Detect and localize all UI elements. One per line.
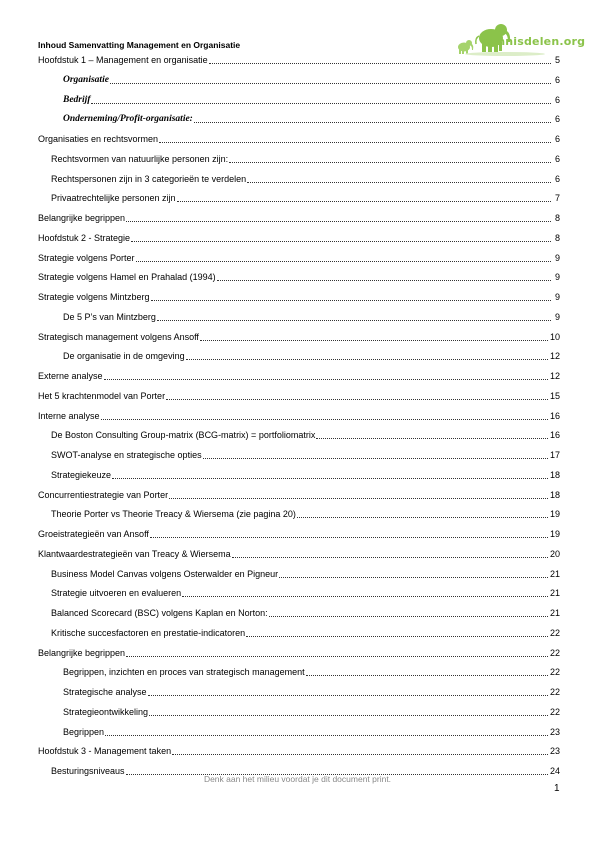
toc-entry-title: Hoofdstuk 2 - Strategie <box>38 232 131 243</box>
toc-entry-page: 19 <box>549 529 560 539</box>
toc-entry-page: 6 <box>554 153 560 164</box>
toc-entry-title: De organisatie in de omgeving <box>63 351 185 362</box>
toc-leader-dots <box>177 200 551 202</box>
toc-entry-page: 22 <box>549 667 560 678</box>
toc-entry-title: Strategisch management volgens Ansoff <box>38 331 199 342</box>
toc-entry-page: 22 <box>549 627 560 638</box>
toc-entry-title: Onderneming/Profit-organisatie: <box>63 114 193 125</box>
toc-entry[interactable] <box>38 487 560 501</box>
toc-entry-page: 22 <box>549 647 560 658</box>
toc-entry-page: 20 <box>549 548 560 559</box>
toc-entry-page: 9 <box>554 252 560 263</box>
toc-entry-title: Begrippen, inzichten en proces van strategisch management <box>63 667 305 678</box>
toc-entry-title: Organisaties en rechtsvormen <box>38 134 159 144</box>
toc-leader-dots <box>148 694 548 696</box>
toc-entry-title: Rechtsvormen van natuurlijke personen zijn: <box>51 153 229 164</box>
toc-leader-dots <box>246 635 548 637</box>
logo-text: Kennisdelen.org <box>481 35 586 48</box>
toc-entry-title: Strategie uitvoeren en evalueren <box>51 588 182 599</box>
toc-leader-dots <box>110 82 551 84</box>
toc-entry-title: Het 5 krachtenmodel van Porter <box>38 390 166 401</box>
toc-entry-title: Strategieontwikkeling <box>63 706 149 717</box>
toc-entry[interactable] <box>38 408 560 422</box>
toc-leader-dots <box>203 457 548 459</box>
toc-entry-page: 5 <box>554 55 560 65</box>
toc-entry-page: 21 <box>549 608 560 618</box>
toc-leader-dots <box>200 339 548 341</box>
toc-entry-page: 6 <box>554 74 560 85</box>
toc-entry-page: 9 <box>554 311 560 322</box>
toc-entry-title: Bedrijf <box>63 94 91 105</box>
toc-entry-page: 8 <box>554 232 560 243</box>
toc-leader-dots <box>101 418 548 420</box>
toc-entry-page: 21 <box>549 588 560 599</box>
toc-entry-title: Begrippen <box>63 726 105 737</box>
toc-entry[interactable] <box>38 645 560 659</box>
toc-leader-dots <box>306 674 548 676</box>
toc-entry-title: Klantwaardestrategieën van Treacy & Wiersema <box>38 548 231 559</box>
toc-entry-page: 18 <box>549 469 560 480</box>
toc-entry-title: Externe analyse <box>38 371 103 381</box>
toc-entry-page: 19 <box>549 509 560 520</box>
toc-entry-page: 12 <box>549 371 560 381</box>
toc-entry-title: De Boston Consulting Group-matrix (BCG-matrix) = portfoliomatrix <box>51 430 316 441</box>
toc-leader-dots <box>229 161 551 163</box>
toc-leader-dots <box>150 536 548 538</box>
toc-entry[interactable] <box>63 309 560 323</box>
toc-entry[interactable] <box>51 151 560 165</box>
toc-entry[interactable] <box>38 289 560 303</box>
toc-leader-dots <box>136 260 551 262</box>
toc-entry-title: Strategie volgens Porter <box>38 252 135 263</box>
toc-entry[interactable] <box>63 704 560 718</box>
toc-entry-page: 16 <box>549 430 560 441</box>
toc-leader-dots <box>297 516 548 518</box>
toc-entry[interactable] <box>51 625 560 639</box>
toc-entry-title: Belangrijke begrippen <box>38 647 126 658</box>
toc-leader-dots <box>159 141 551 143</box>
toc-leader-dots <box>166 398 548 400</box>
header-title: Inhoud Samenvatting Management en Organisatie <box>38 40 241 50</box>
toc-entry-title: Groeistrategieën van Ansoff <box>38 529 149 539</box>
toc-entry[interactable] <box>38 52 560 66</box>
toc-entry[interactable] <box>38 269 560 283</box>
toc-leader-dots <box>217 279 551 281</box>
toc-entry[interactable] <box>51 171 560 185</box>
toc-leader-dots <box>182 595 548 597</box>
toc-entry-page: 18 <box>549 489 560 500</box>
toc-entry-page: 21 <box>549 568 560 579</box>
toc-entry-page: 16 <box>549 410 560 421</box>
toc-entry-title: Hoofdstuk 3 - Management taken <box>38 746 172 757</box>
toc-entry[interactable] <box>51 467 560 481</box>
toc-entry-title: Concurrentiestrategie van Porter <box>38 489 169 500</box>
toc-leader-dots <box>232 556 548 558</box>
toc-entry[interactable] <box>63 92 560 106</box>
toc-entry-page: 22 <box>549 687 560 697</box>
toc-leader-dots <box>279 576 548 578</box>
toc-entry[interactable] <box>38 230 560 244</box>
toc-entry-title: Interne analyse <box>38 410 100 421</box>
page-number: 1 <box>554 783 560 794</box>
toc-leader-dots <box>149 714 548 716</box>
toc-entry[interactable] <box>51 585 560 599</box>
toc-entry-page: 6 <box>554 173 560 184</box>
toc-entry-page: 7 <box>554 193 560 204</box>
toc-entry-title: De 5 P’s van Mintzberg <box>63 311 156 322</box>
toc-entry[interactable] <box>38 329 560 343</box>
toc-entry-page: 9 <box>554 292 560 302</box>
toc-entry[interactable] <box>63 111 560 125</box>
toc-entry[interactable] <box>38 546 560 560</box>
toc-entry-page: 6 <box>554 134 560 144</box>
toc-entry[interactable] <box>63 348 560 362</box>
toc-entry[interactable] <box>51 190 560 204</box>
toc-entry-page: 6 <box>554 94 560 105</box>
toc-entry-title: Balanced Scorecard (BSC) volgens Kaplan en Norton: <box>51 608 268 618</box>
toc-entry-page: 9 <box>554 272 560 283</box>
toc-entry-page: 12 <box>549 351 560 362</box>
toc-leader-dots <box>157 319 551 321</box>
toc-entry-page: 23 <box>549 726 560 737</box>
toc-entry-page: 15 <box>549 390 560 401</box>
toc-entry[interactable] <box>38 131 560 145</box>
toc-entry-title: Strategiekeuze <box>51 469 112 480</box>
toc-entry-title: Privaatrechtelijke personen zijn <box>51 193 176 204</box>
toc-entry-title: Business Model Canvas volgens Osterwalder en Pigneur <box>51 568 279 579</box>
toc-leader-dots <box>172 753 548 755</box>
toc-entry-title: SWOT-analyse en strategische opties <box>51 450 202 460</box>
toc-leader-dots <box>247 181 551 183</box>
toc-leader-dots <box>169 497 548 499</box>
toc-leader-dots <box>105 734 548 736</box>
toc-entry[interactable] <box>51 566 560 580</box>
toc-entry[interactable] <box>63 724 560 738</box>
toc-entry-page: 10 <box>549 331 560 342</box>
toc-entry[interactable] <box>38 388 560 402</box>
toc-entry-title: Organisatie <box>63 74 109 85</box>
toc-entry-title: Hoofdstuk 1 – Management en organisatie <box>38 55 208 65</box>
toc-leader-dots <box>126 220 551 222</box>
toc-entry[interactable] <box>51 447 560 461</box>
toc-entry-title: Strategische analyse <box>63 687 147 697</box>
toc-entry[interactable] <box>38 210 560 224</box>
toc-entry-page: 6 <box>554 114 560 125</box>
toc-entry[interactable] <box>51 506 560 520</box>
toc-entry-title: Strategie volgens Mintzberg <box>38 292 150 302</box>
toc-entry-title: Kritische succesfactoren en prestatie-indicatoren <box>51 627 246 638</box>
toc-entry[interactable] <box>63 684 560 698</box>
toc-entry-page: 24 <box>549 766 560 776</box>
toc-entry-page: 8 <box>554 213 560 223</box>
toc-leader-dots <box>316 437 548 439</box>
toc-entry[interactable] <box>38 743 560 757</box>
toc-leader-dots <box>186 358 548 360</box>
toc-leader-dots <box>91 102 551 104</box>
toc-entry[interactable] <box>51 605 560 619</box>
toc-entry[interactable] <box>63 72 560 86</box>
toc-entry[interactable] <box>38 368 560 382</box>
toc-entry-title: Besturingsniveaus <box>51 766 125 776</box>
toc-entry-page: 17 <box>549 450 560 460</box>
toc-leader-dots <box>126 655 548 657</box>
toc-entry[interactable] <box>38 526 560 540</box>
toc-leader-dots <box>131 240 551 242</box>
toc-entry-title: Rechtspersonen zijn in 3 categorieën te verdelen <box>51 173 247 184</box>
toc-leader-dots <box>269 615 548 617</box>
toc-entry-page: 22 <box>549 706 560 717</box>
toc-leader-dots <box>209 62 551 64</box>
toc-leader-dots <box>194 121 551 123</box>
toc-entry-title: Strategie volgens Hamel en Prahalad (1994) <box>38 272 216 283</box>
toc-leader-dots <box>112 477 548 479</box>
toc-entry[interactable] <box>63 664 560 678</box>
toc-leader-dots <box>151 299 551 301</box>
toc-entry-title: Belangrijke begrippen <box>38 213 126 223</box>
footer-note: Denk aan het milieu voordat je dit document print. <box>203 774 392 784</box>
toc-entry[interactable] <box>38 250 560 264</box>
toc-leader-dots <box>104 378 548 380</box>
toc-entry-title: Theorie Porter vs Theorie Treacy & Wiersema (zie pagina 20) <box>51 509 296 520</box>
toc-entry[interactable] <box>51 427 560 441</box>
toc-entry-page: 23 <box>549 746 560 757</box>
